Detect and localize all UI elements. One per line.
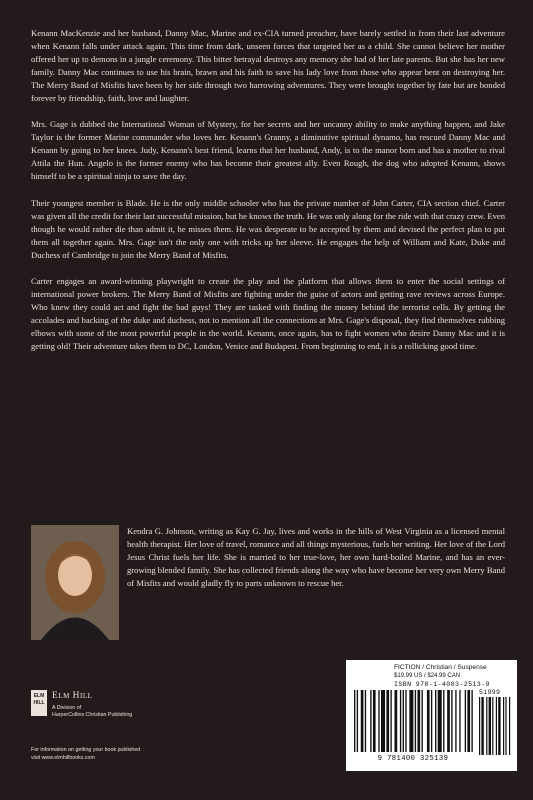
barcode-bar: [409, 690, 413, 752]
barcode-bar: [481, 697, 483, 755]
barcode-bar: [435, 690, 436, 752]
barcode-bar: [479, 697, 480, 755]
price: $19.99 US / $24.99 CAN: [394, 673, 461, 679]
barcode-bar: [373, 690, 376, 752]
price-addon-barcode: [479, 697, 511, 763]
barcode-bar: [451, 690, 452, 752]
publishing-info-line-2: visit www.elmhillbooks.com: [31, 755, 95, 761]
barcode-bar: [443, 690, 444, 752]
barcode-bar: [361, 690, 364, 752]
price-addon-digits: 51999: [479, 689, 501, 696]
barcode-bar: [403, 690, 404, 752]
publisher-division: A Division of: [52, 705, 82, 711]
barcode-bar: [438, 690, 442, 752]
barcode-bar: [447, 690, 450, 752]
author-bio: Kendra G. Johnson, writing as Kay G. Jay, lives and works in the hills of West Virginia as a licensed mental health therapist. Her love of travel, romance and all things mysterious, fuels her writing. Her love of the Lord Jesus Christ fuels her life. She is married to her true-love, her own hard-boiled Marine, and has an ever-growing blended family. She has collected friends along the way who have become her very own Merry Band of Misfits and would gladly fly to parts unknown to rescue her.: [127, 526, 505, 589]
barcode-bar: [370, 690, 371, 752]
barcode-bar: [400, 690, 401, 752]
barcode-bar: [505, 697, 506, 755]
isbn-text: ISBN 978-1-4003-2513-9: [394, 681, 490, 688]
barcode-bar: [395, 690, 398, 752]
barcode-bar: [471, 690, 472, 752]
blurb-paragraph-3: Their youngest member is Blade. He is the only middle schooler who has the private number of John Carter, CIA section chief. Carter was given all the credit for their last successful mission, but he knows the truth. He was only along for the ride with that crazy crew. Even though he would rather die than admit it, he misses them. He was desperate to be accepted by them and devised the perfect plan to put them all together again. Mrs. Gage isn't the only one with tricks up her sleeve. He engages the help of William and Kate, Duke and Duchess of Cambridge to join the Merry Band of Misfits.: [31, 197, 505, 260]
barcode-bar: [381, 690, 385, 752]
author-photo: [31, 525, 119, 640]
barcode-bar: [427, 690, 430, 752]
barcode-bar: [378, 690, 379, 752]
barcode-bar: [489, 697, 491, 755]
blurb-paragraph-2: Mrs. Gage is dubbed the International Woman of Mystery, for her secrets and her uncanny ability to make anything happen, and Jake Taylor is the former Marine commander who loves her. Kenann's Granny, a diminutive spiritual dynamo, has rescued Danny Mac and Kenann by going to her knees. Judy, Kenann's best friend, learns that her husband, Andy, is to the manor born and has a mother to rival Attila the Hun. Angelo is the former enemy who has become their greatest ally. Even Rough, the dog who adopted Kenann, shows himself to be a spiritual ninja to save the day.: [31, 119, 505, 182]
barcode-bar: [386, 690, 389, 752]
publisher-name: Elm Hill: [52, 691, 93, 701]
barcode-bar: [417, 690, 420, 752]
barcode-bar: [503, 697, 504, 755]
barcode-bar: [496, 697, 497, 755]
publisher-parent: HarperCollins Christian Publishing: [52, 712, 133, 718]
barcode-bar: [498, 697, 500, 755]
barcode-panel: [346, 660, 517, 771]
barcode-bar: [455, 690, 456, 752]
barcode-bar: [415, 690, 416, 752]
barcode-bar: [492, 697, 493, 755]
barcode-bar: [467, 690, 470, 752]
barcode-bar: [465, 690, 466, 752]
barcode-bar: [431, 690, 432, 752]
barcode-bar: [486, 697, 487, 755]
blurb-paragraph-4: Carter engages an award-winning playwright to create the play and the platform that allows them to enter the social settings of international power brokers. The Merry Band of Misfits are fighting under the guise of actors and getting rave reviews across Europe. Who knew they could act and fight the bad guys! They are tasked with finding the money behind the terrorist cells. By getting the accolades and backing of the duke and duchess, not to mention all the connections at Mrs. Gage's disposal, they find themselves rubbing elbows with some of the most powerful people in the world. Kenann, once again, has to fight women who desire Danny Mac and it is getting old! Their adventure takes them to DC, London, Venice and Budapest. From beginning to end, it is a rollicking good time.: [31, 275, 505, 351]
book-blurb: [31, 27, 505, 366]
barcode-bar: [390, 690, 391, 752]
barcode-bar: [459, 690, 460, 752]
barcode-digits: 9 781400 325139: [377, 755, 449, 763]
ean13-barcode: [354, 690, 474, 756]
barcode-bar: [365, 690, 366, 752]
elm-hill-logo: [31, 690, 47, 716]
publishing-info: [31, 746, 271, 762]
publishing-info-line-1: For information on getting your book published: [31, 747, 141, 753]
barcode-bar: [357, 690, 358, 752]
barcode-bar: [405, 690, 406, 752]
bisac-category: FICTION / Christian / Suspense: [394, 664, 487, 671]
publisher-block: [31, 690, 231, 730]
barcode-bar: [422, 690, 423, 752]
blurb-paragraph-1: Kenann MacKenzie and her husband, Danny Mac, Marine and ex-CIA turned preacher, have barely settled in from their last adventure when Kenann falls under attack again. This time from dark, unseen forces that targeted her as a child. She cannot believe her mother offered her up to demons in a jungle ceremony. This bitter betrayal destroys any memory she had of her late parents. But she has her new family. Danny Mac continues to use his brain, brawn and his faith to save his lady love from those who appear bent on destroying her. The Merry Band of Misfits have been by her side through two harrowing adventures. They were brought together by fate but are bonded forever by friendship, faith, love and laughter.: [31, 28, 505, 104]
barcode-bar: [509, 697, 510, 755]
logo-text: ELM HILL: [33, 693, 45, 706]
barcode-bar: [354, 690, 355, 752]
